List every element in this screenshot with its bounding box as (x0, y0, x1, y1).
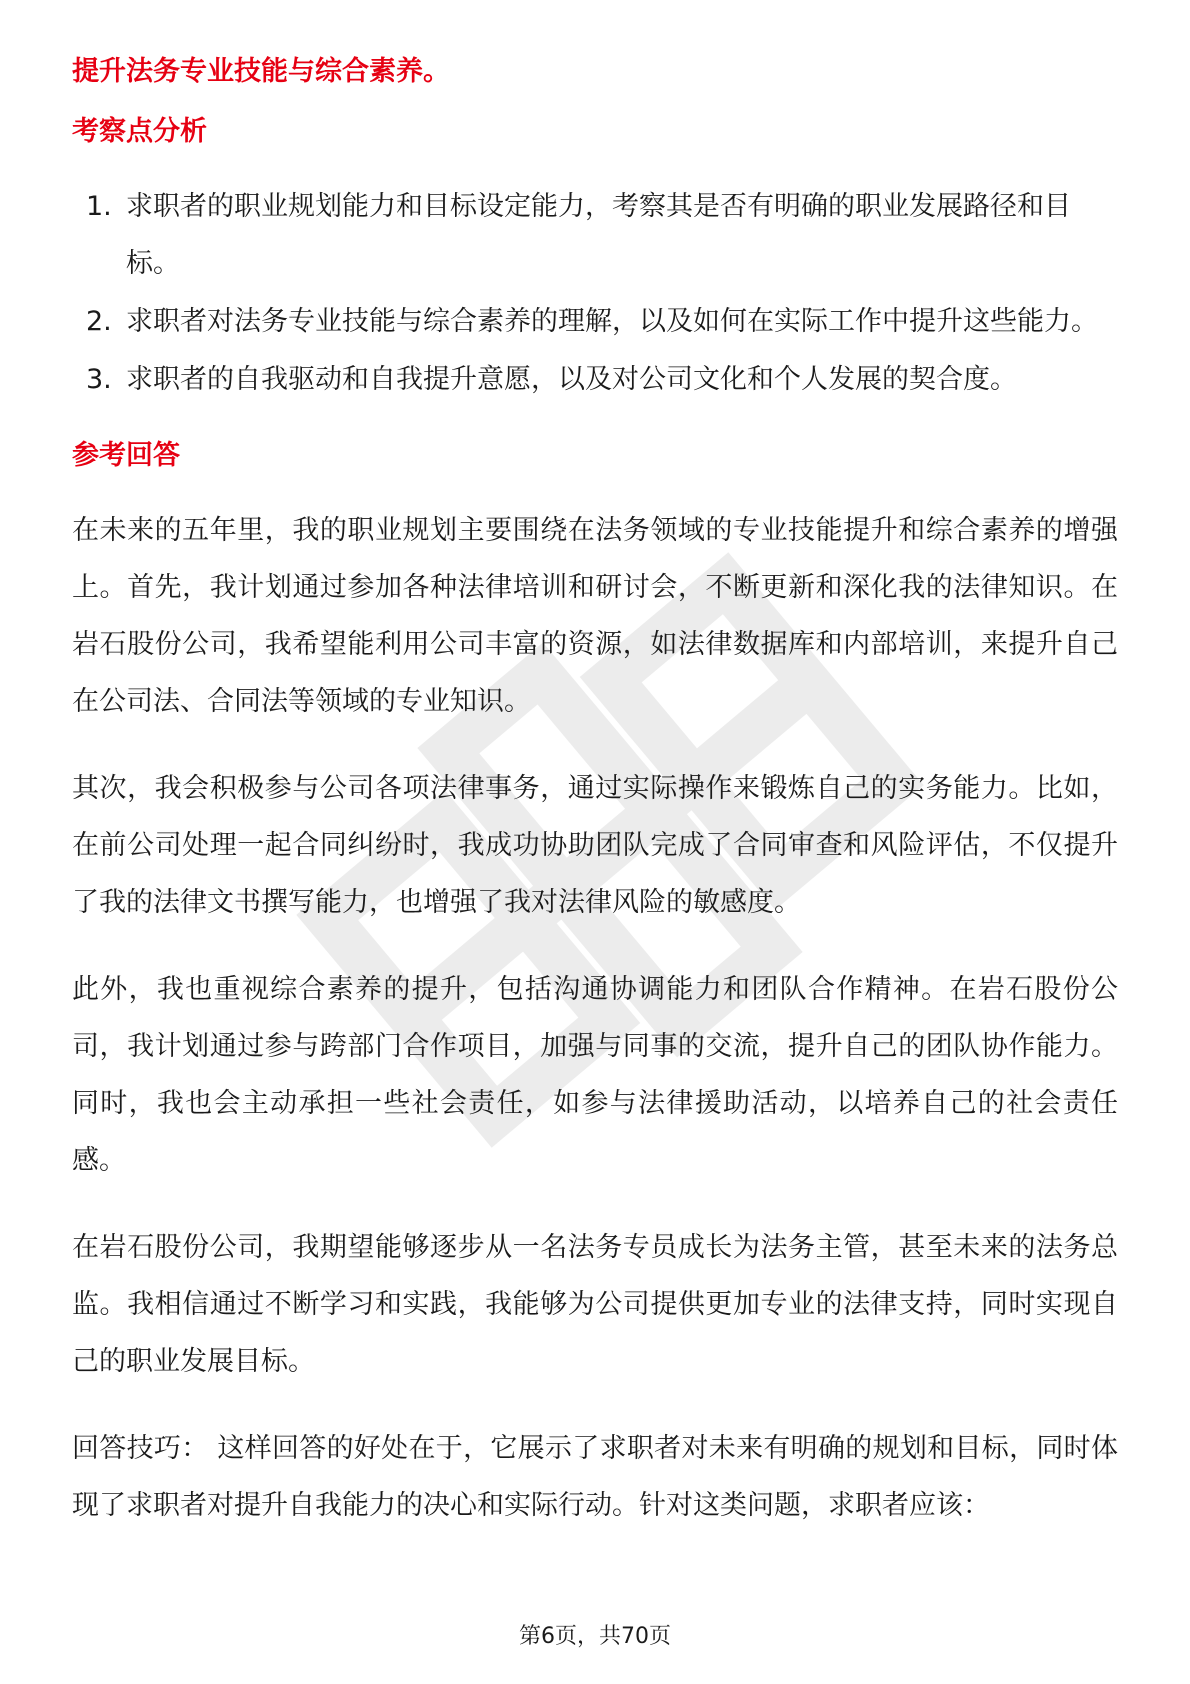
list-item-text: 求职者的职业规划能力和目标设定能力，考察其是否有明确的职业发展路径和目标。 (126, 191, 1071, 279)
tips-paragraph: 回答技巧： 这样回答的好处在于，它展示了求职者对未来有明确的规划和目标，同时体现了求职者对提升自我能力的决心和实际行动。针对这类问题，求职者应该： (72, 1433, 1118, 1521)
list-item-number: 2. (86, 306, 112, 337)
answer-paragraph: 在岩石股份公司，我期望能够逐步从一名法务专员成长为法务主管，甚至未来的法务总监。我相信通过不断学习和实践，我能够为公司提供更加专业的法律支持，同时实现自己的职业发展目标。 (72, 1232, 1118, 1377)
list-item-number: 3. (86, 364, 112, 395)
list-item (72, 178, 1118, 292)
analysis-heading: 考察点分析 (72, 116, 207, 147)
content-area (72, 42, 1118, 1534)
list-item-number: 1. (86, 191, 112, 222)
list-item-text: 求职者对法务专业技能与综合素养的理解，以及如何在实际工作中提升这些能力。 (126, 306, 1098, 337)
intro-heading: 提升法务专业技能与综合素养。 (72, 56, 450, 87)
answer-paragraph: 在未来的五年里，我的职业规划主要围绕在法务领域的专业技能提升和综合素养的增强上。首先，我计划通过参加各种法律培训和研讨会，不断更新和深化我的法律知识。在岩石股份公司，我希望能利用公司丰富的资源，如法律数据库和内部培训，来提升自己在公司法、合同法等领域的专业知识。 (72, 515, 1118, 717)
page-number-footer: 第6页，共70页 (519, 1624, 671, 1649)
list-item (72, 351, 1118, 408)
answer-paragraph: 此外，我也重视综合素养的提升，包括沟通协调能力和团队合作精神。在岩石股份公司，我计划通过参与跨部门合作项目，加强与同事的交流，提升自己的团队协作能力。同时，我也会主动承担一些社会责任，如参与法律援助活动，以培养自己的社会责任感。 (72, 974, 1118, 1176)
list-item-text: 求职者的自我驱动和自我提升意愿，以及对公司文化和个人发展的契合度。 (126, 364, 1017, 395)
answer-paragraph: 其次，我会积极参与公司各项法律事务，通过实际操作来锻炼自己的实务能力。比如，在前公司处理一起合同纠纷时，我成功协助团队完成了合同审查和风险评估，不仅提升了我的法律文书撰写能力，也增强了我对法律风险的敏感度。 (72, 773, 1118, 918)
reference-heading: 参考回答 (72, 440, 180, 471)
list-item (72, 293, 1118, 350)
analysis-points-list (72, 178, 1118, 408)
